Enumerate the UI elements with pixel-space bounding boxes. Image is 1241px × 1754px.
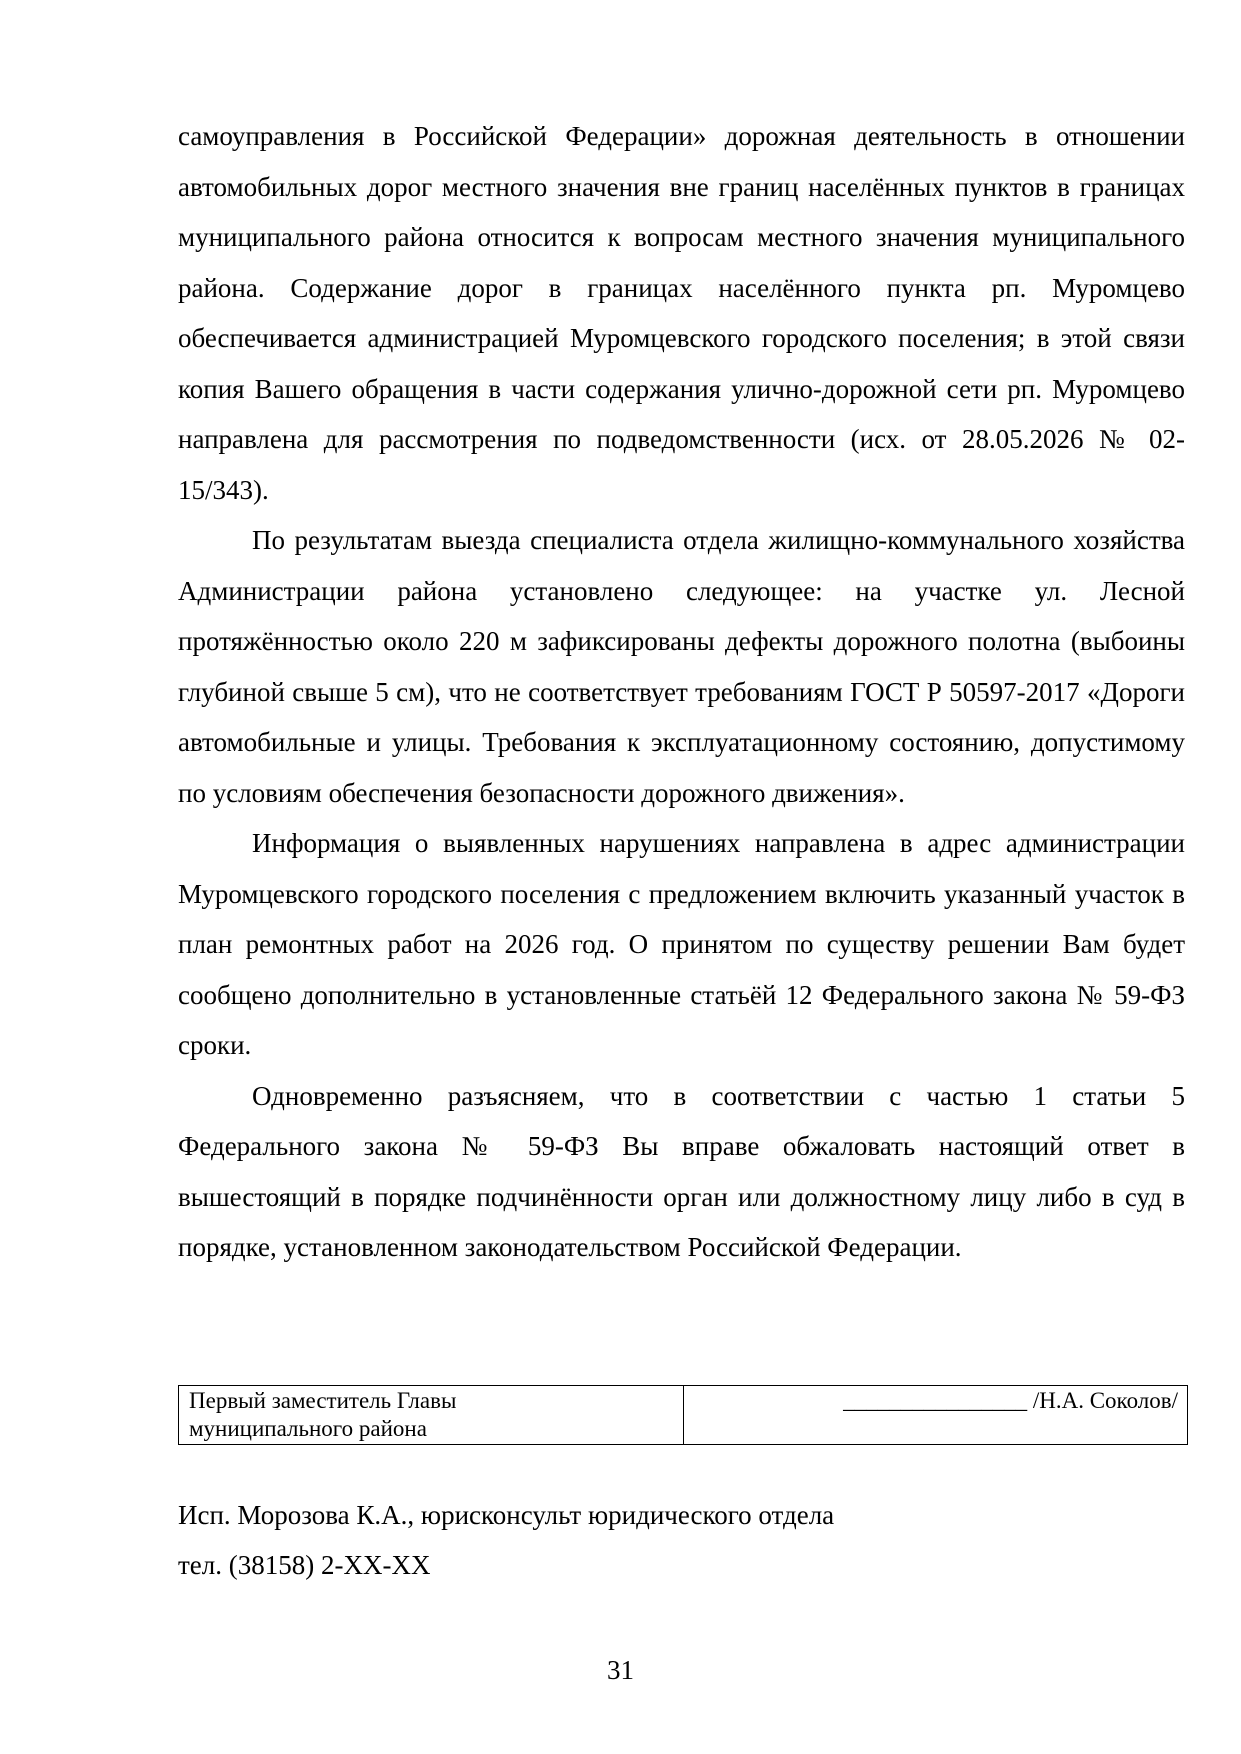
executor-phone: тел. (38158) 2-XX-XX bbox=[178, 1550, 431, 1580]
signature-table bbox=[178, 1385, 1188, 1445]
executor-name: Исп. Морозова К.А., юрисконсульт юридического отдела bbox=[178, 1500, 835, 1530]
signatory-signature bbox=[684, 1386, 1188, 1445]
paragraph-road-activity: самоуправления в Российской Федерации» дорожная деятельность в отношении автомобильных дорог местного значения вне границ населённых пунктов в границах муниципального района относится к вопросам местного значения муниципального района. Содержание дорог в границах населённого пункта рп. Муромцево обеспечивается администрацией Муромцевского городского поселения; в этой связи копия Вашего обращения в части содержания улично-дорожной сети рп. Муромцево направлена для рассмотрения по подведомственности (исх. от 28.05.2026 № 02-15/343). bbox=[178, 121, 1185, 505]
page-number: 31 bbox=[607, 1655, 634, 1685]
paragraph-inspection-results: По результатам выезда специалиста отдела жилищно-коммунального хозяйства Администрации района установлено следующее: на участке ул. Лесной протяжённостью около 220 м зафиксированы дефекты дорожного полотна (выбоины глубиной свыше 5 см), что не соответствует требованиям ГОСТ Р 50597-2017 «Дороги автомобильные и улицы. Требования к эксплуатационному состоянию, допустимому по условиям обеспечения безопасности дорожного движения». bbox=[178, 525, 1185, 808]
signatory-position bbox=[179, 1386, 684, 1445]
signature-row bbox=[179, 1386, 1188, 1445]
letter-body bbox=[178, 111, 1185, 1273]
signature-line: ________________ /Н.А. Соколов/ bbox=[843, 1388, 1178, 1413]
paragraph-violations-info: Информация о выявленных нарушениях направлена в адрес администрации Муромцевского городского поселения с предложением включить указанный участок в план ремонтных работ на 2026 год. О принятом по существу решении Вам будет сообщено дополнительно в установленные статьёй 12 Федерального закона № 59-ФЗ сроки. bbox=[178, 828, 1185, 1060]
paragraph-appeal-rights: Одновременно разъясняем, что в соответствии с частью 1 статьи 5 Федерального закона № 59-ФЗ Вы вправе обжаловать настоящий ответ в вышестоящий в порядке подчинённости орган или должностному лицу либо в суд в порядке, установленном законодательством Российской Федерации. bbox=[178, 1080, 1185, 1262]
signatory-position-line2: муниципального района bbox=[189, 1416, 427, 1441]
executor-info bbox=[178, 1490, 834, 1590]
signatory-position-line1: Первый заместитель Главы bbox=[189, 1388, 457, 1413]
